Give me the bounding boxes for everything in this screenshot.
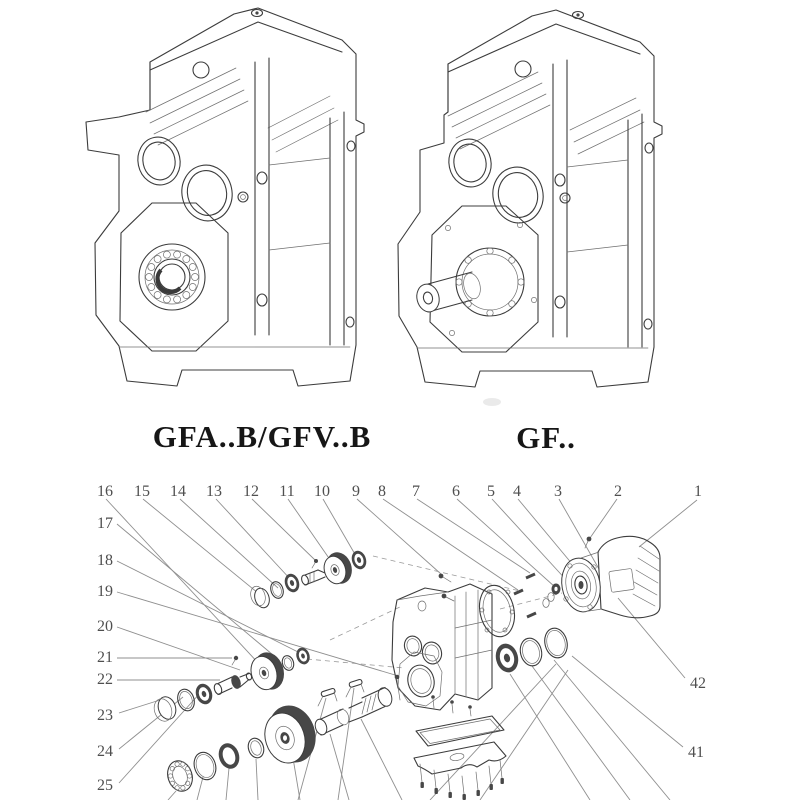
motor-fins <box>633 546 659 606</box>
gasket-and-cover <box>414 695 506 800</box>
callout-11: 11 <box>279 483 295 500</box>
exploded-view <box>97 483 706 800</box>
callout-12: 12 <box>243 483 259 500</box>
callout-24: 24 <box>97 743 113 760</box>
leader-lines <box>106 499 697 800</box>
output-bearing-left <box>139 244 205 310</box>
callout-16: 16 <box>97 483 113 500</box>
callout-8: 8 <box>378 483 386 500</box>
callout-19: 19 <box>97 583 113 600</box>
callout-17: 17 <box>97 515 113 532</box>
input-shaft-parts <box>248 549 368 610</box>
callout-3: 3 <box>554 483 562 500</box>
callout-9: 9 <box>352 483 360 500</box>
callout-22: 22 <box>97 671 113 688</box>
gearbox-drawing-gfab <box>86 8 364 386</box>
model-label-left: GFA..B/GFV..B <box>152 419 372 454</box>
output-shaft-right <box>414 271 483 314</box>
callout-6: 6 <box>452 483 460 500</box>
callout-10: 10 <box>314 483 330 500</box>
roof-ribs-left <box>146 68 338 152</box>
callout-20: 20 <box>97 618 113 635</box>
callout-2: 2 <box>614 483 622 500</box>
callout-7: 7 <box>412 483 420 500</box>
callout-numbers <box>97 483 706 794</box>
callout-4: 4 <box>513 483 521 500</box>
callout-1: 1 <box>694 483 702 500</box>
callout-5: 5 <box>487 483 495 500</box>
callout-23: 23 <box>97 707 113 724</box>
callout-14: 14 <box>170 483 186 500</box>
front-cover-right <box>445 222 536 335</box>
callout-13: 13 <box>206 483 222 500</box>
flange-and-rings <box>439 537 592 675</box>
gearbox-drawing-gf <box>398 10 662 387</box>
callout-41: 41 <box>688 744 704 761</box>
callout-18: 18 <box>97 552 113 569</box>
model-label-right: GF.. <box>516 420 576 455</box>
callout-21: 21 <box>97 649 113 666</box>
callout-15: 15 <box>134 483 150 500</box>
callout-42: 42 <box>690 675 706 692</box>
roof-ribs-right <box>448 72 644 154</box>
scan-smudge <box>483 398 501 406</box>
motor <box>558 536 660 617</box>
callout-25: 25 <box>97 777 113 794</box>
gear-housing <box>392 584 492 710</box>
